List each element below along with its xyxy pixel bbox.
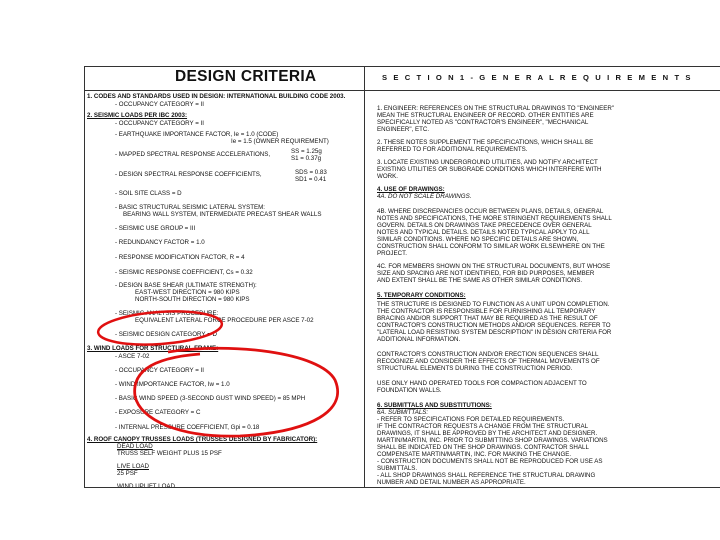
design-criteria-line: - EXPOSURE CATEGORY = C xyxy=(115,409,201,416)
design-criteria-line: BEARING WALL SYSTEM, INTERMEDIATE PRECAST SHEAR WALLS xyxy=(123,211,322,218)
general-requirements-line: - REFER TO SPECIFICATIONS FOR DETAILED REQUIREMENTS. xyxy=(377,416,565,423)
design-criteria-line: - BASIC STRUCTURAL SEISMIC LATERAL SYSTEM: xyxy=(115,204,266,211)
section-title: S E C T I O N 1 - G E N E R A L R E Q U I R E M E N T S xyxy=(382,73,693,82)
design-criteria-line: - EARTHQUAKE IMPORTANCE FACTOR, Ie = 1.0 (CODE) xyxy=(115,131,279,138)
general-requirements-line: MEAN THE STRUCTURAL ENGINEER OF RECORD. OTHER ENTITIES ARE xyxy=(377,112,594,119)
design-criteria-line: - OCCUPANCY CATEGORY = II xyxy=(115,101,204,108)
general-requirements-line: 4. USE OF DRAWINGS: xyxy=(377,186,445,193)
design-criteria-line: Ie = 1.5 (OWNER REQUIREMENT) xyxy=(231,138,329,145)
general-requirements-line: NOTES AND TYPICAL DETAILS. DETAILS NOTED TYPICAL APPLY TO ALL xyxy=(377,229,590,236)
general-requirements-line: ADDITIONAL INFORMATION. xyxy=(377,336,461,343)
design-criteria-line: EAST-WEST DIRECTION = 980 KIPS xyxy=(135,289,240,296)
general-requirements-line: THE CONTRACTOR IS RESPONSIBLE FOR FURNISHING ALL TEMPORARY xyxy=(377,308,596,315)
general-requirements-line: NUMBER AND DETAIL NUMBER AS APPROPRIATE. xyxy=(377,479,526,486)
title-row xyxy=(85,67,720,91)
design-criteria-line: - SEISMIC RESPONSE COEFFICIENT, Cs = 0.32 xyxy=(115,269,253,276)
general-requirements-line: "LATERAL LOAD RESISTING SYSTEM DESCRIPTION" IN DESIGN CRITERIA FOR xyxy=(377,329,612,336)
design-criteria-line: - WIND IMPORTANCE FACTOR, Iw = 1.0 xyxy=(115,381,230,388)
general-requirements-line: SPECIFICALLY NOTED AS "CONTRACTOR'S ENGINEER", "MECHANICAL xyxy=(377,119,589,126)
general-requirements-line: SIZE AND SPACING ARE NOT IDENTIFIED, FOR BID PURPOSES, MEMBER xyxy=(377,270,595,277)
design-criteria-sheet xyxy=(84,66,720,488)
page-title: DESIGN CRITERIA xyxy=(175,68,317,85)
design-criteria-line: - SEISMIC DESIGN CATEGORY = D xyxy=(115,331,217,338)
design-criteria-line: DEAD LOAD xyxy=(117,443,153,450)
general-requirements-line: MARTIN/MARTIN, INC. PRIOR TO SUBMITTING SHOP DRAWINGS. VARIATIONS xyxy=(377,437,608,444)
design-criteria-line: - INTERNAL PRESSURE COEFFICIENT, Gpi = 0.18 xyxy=(115,424,260,431)
general-requirements-line: CONSTRUCTION SHALL CONFORM TO SIMILAR WORK ELSEWHERE ON THE xyxy=(377,243,605,250)
design-criteria-line: - SEISMIC USE GROUP = III xyxy=(115,225,196,232)
general-requirements-line: DRAWINGS, IT SHALL BE APPROVED BY THE ARCHITECT AND DESIGNER. xyxy=(377,430,598,437)
design-criteria-line: WIND UPLIFT LOAD xyxy=(117,483,175,487)
design-criteria-line: SD1 = 0.41 xyxy=(295,176,327,183)
general-requirements-line: COMPENSATE MARTIN/MARTIN, INC. FOR MAKING THE CHANGE. xyxy=(377,451,572,458)
general-requirements-line: FOUNDATION WALLS. xyxy=(377,387,442,394)
design-criteria-line: LIVE LOAD xyxy=(117,463,149,470)
design-criteria-line: 3. WIND LOADS FOR STRUCTURAL FRAME: xyxy=(87,345,219,352)
general-requirements-line: 4B. WHERE DISCREPANCIES OCCUR BETWEEN PLANS, DETAILS, GENERAL xyxy=(377,208,604,215)
general-requirements-line: SIMILAR CONDITIONS. WHERE NO SPECIFIC DETAILS ARE SHOWN, xyxy=(377,236,579,243)
design-criteria-line: 1. CODES AND STANDARDS USED IN DESIGN: INTERNATIONAL BUILDING CODE 2003. xyxy=(87,93,346,100)
general-requirements-line: STRUCTURAL ELEMENTS DURING THE CONSTRUCTION PERIOD. xyxy=(377,365,573,372)
design-criteria-line: SDS = 0.83 xyxy=(295,169,327,176)
general-requirements-line: ENGINEER", ETC. xyxy=(377,126,430,133)
left-column xyxy=(85,91,363,487)
design-criteria-line: - OCCUPANCY CATEGORY = II xyxy=(115,367,204,374)
design-criteria-line: - RESPONSE MODIFICATION FACTOR, R = 4 xyxy=(115,254,245,261)
general-requirements-line: PROJECT. xyxy=(377,250,407,257)
design-criteria-line: - BASIC WIND SPEED (3-SECOND GUST WIND SPEED) = 85 MPH xyxy=(115,395,306,402)
general-requirements-line: CONTRACTOR'S CONSTRUCTION METHODS AND/OR SEQUENCES. REFER TO xyxy=(377,322,611,329)
general-requirements-line: SHALL BE INDICATED ON THE SHOP DRAWINGS. CONTRACTOR SHALL xyxy=(377,444,589,451)
general-requirements-line: THE STRUCTURE IS DESIGNED TO FUNCTION AS A UNIT UPON COMPLETION. xyxy=(377,301,610,308)
design-criteria-line: - SEISMIC ANALYSIS PROCEDURE: xyxy=(115,310,219,317)
design-criteria-line: - SOIL SITE CLASS = D xyxy=(115,190,182,197)
general-requirements-line: RECOGNIZE AND CONSIDER THE EFFECTS OF THERMAL MOVEMENTS OF xyxy=(377,358,600,365)
general-requirements-line: GOVERN. DETAILS ON DRAWINGS TAKE PRECEDENCE OVER GENERAL xyxy=(377,222,592,229)
design-criteria-line: EQUIVALENT LATERAL FORCE PROCEDURE PER ASCE 7-02 xyxy=(135,317,314,324)
design-criteria-line: - MAPPED SPECTRAL RESPONSE ACCELERATIONS, xyxy=(115,151,271,158)
design-criteria-line: - DESIGN BASE SHEAR (ULTIMATE STRENGTH): xyxy=(115,282,257,289)
general-requirements-line: 3. LOCATE EXISTING UNDERGROUND UTILITIES, AND NOTIFY ARCHITECT xyxy=(377,159,598,166)
general-requirements-line: 1. ENGINEER: REFERENCES ON THE STRUCTURAL DRAWINGS TO "ENGINEER" xyxy=(377,105,615,112)
design-criteria-line: - OCCUPANCY CATEGORY = II xyxy=(115,120,204,127)
general-requirements-line: CONTRACTOR'S CONSTRUCTION AND/OR ERECTION SEQUENCES SHALL xyxy=(377,351,599,358)
design-criteria-line: - ASCE 7-02 xyxy=(115,353,150,360)
column-divider xyxy=(364,67,365,487)
design-criteria-line: 2. SEISMIC LOADS PER IBC 2003: xyxy=(87,112,188,119)
design-criteria-line: TRUSS SELF WEIGHT PLUS 15 PSF xyxy=(117,450,222,457)
design-criteria-line: NORTH-SOUTH DIRECTION = 980 KIPS xyxy=(135,296,250,303)
design-criteria-line: SS = 1.25g xyxy=(291,148,322,155)
general-requirements-line: - CONSTRUCTION DOCUMENTS SHALL NOT BE REPRODUCED FOR USE AS xyxy=(377,458,603,465)
general-requirements-line: USE ONLY HAND OPERATED TOOLS FOR COMPACTION ADJACENT TO xyxy=(377,380,587,387)
design-criteria-line: - DESIGN SPECTRAL RESPONSE COEFFICIENTS, xyxy=(115,171,262,178)
general-requirements-line: 6. SUBMITTALS AND SUBSTITUTIONS: xyxy=(377,402,492,409)
general-requirements-line: 6A. SUBMITTALS: xyxy=(377,409,429,416)
general-requirements-line: 2. THESE NOTES SUPPLEMENT THE SPECIFICATIONS, WHICH SHALL BE xyxy=(377,139,594,146)
design-criteria-line: - REDUNDANCY FACTOR = 1.0 xyxy=(115,239,205,246)
design-criteria-line: 4. ROOF CANOPY TRUSSES LOADS (TRUSSES DESIGNED BY FABRICATOR): xyxy=(87,436,318,443)
general-requirements-line: WORK. xyxy=(377,173,398,180)
general-requirements-line: AND EXTENT SHALL BE THE SAME AS OTHER SIMILAR CONDITIONS. xyxy=(377,277,583,284)
design-criteria-line: 25 PSF xyxy=(117,470,138,477)
general-requirements-line: 4A. DO NOT SCALE DRAWINGS. xyxy=(377,193,472,200)
general-requirements-line: IF THE CONTRACTOR REQUESTS A CHANGE FROM THE STRUCTURAL xyxy=(377,423,589,430)
general-requirements-line: 5. TEMPORARY CONDITIONS: xyxy=(377,292,466,299)
design-criteria-line: S1 = 0.37g xyxy=(291,155,322,162)
general-requirements-line: BRACING AND/OR SUPPORT THAT MAY BE REQUIRED AS THE RESULT OF xyxy=(377,315,598,322)
general-requirements-line: - ALL SHOP DRAWINGS SHALL REFERENCE THE STRUCTURAL DRAWING xyxy=(377,472,596,479)
general-requirements-line: 4C. FOR MEMBERS SHOWN ON THE STRUCTURAL DOCUMENTS, BUT WHOSE xyxy=(377,263,611,270)
general-requirements-line: SUBMITTALS. xyxy=(377,465,418,472)
general-requirements-line: EXISTING UTILITIES OR SUBGRADE CONDITIONS WHICH INTERFERE WITH xyxy=(377,166,602,173)
general-requirements-line: REFERRED TO FOR ADDITIONAL REQUIREMENTS. xyxy=(377,146,528,153)
right-column xyxy=(377,91,720,487)
general-requirements-line: NOTES AND SPECIFICATIONS, THE MORE STRINGENT REQUIREMENTS SHALL xyxy=(377,215,612,222)
